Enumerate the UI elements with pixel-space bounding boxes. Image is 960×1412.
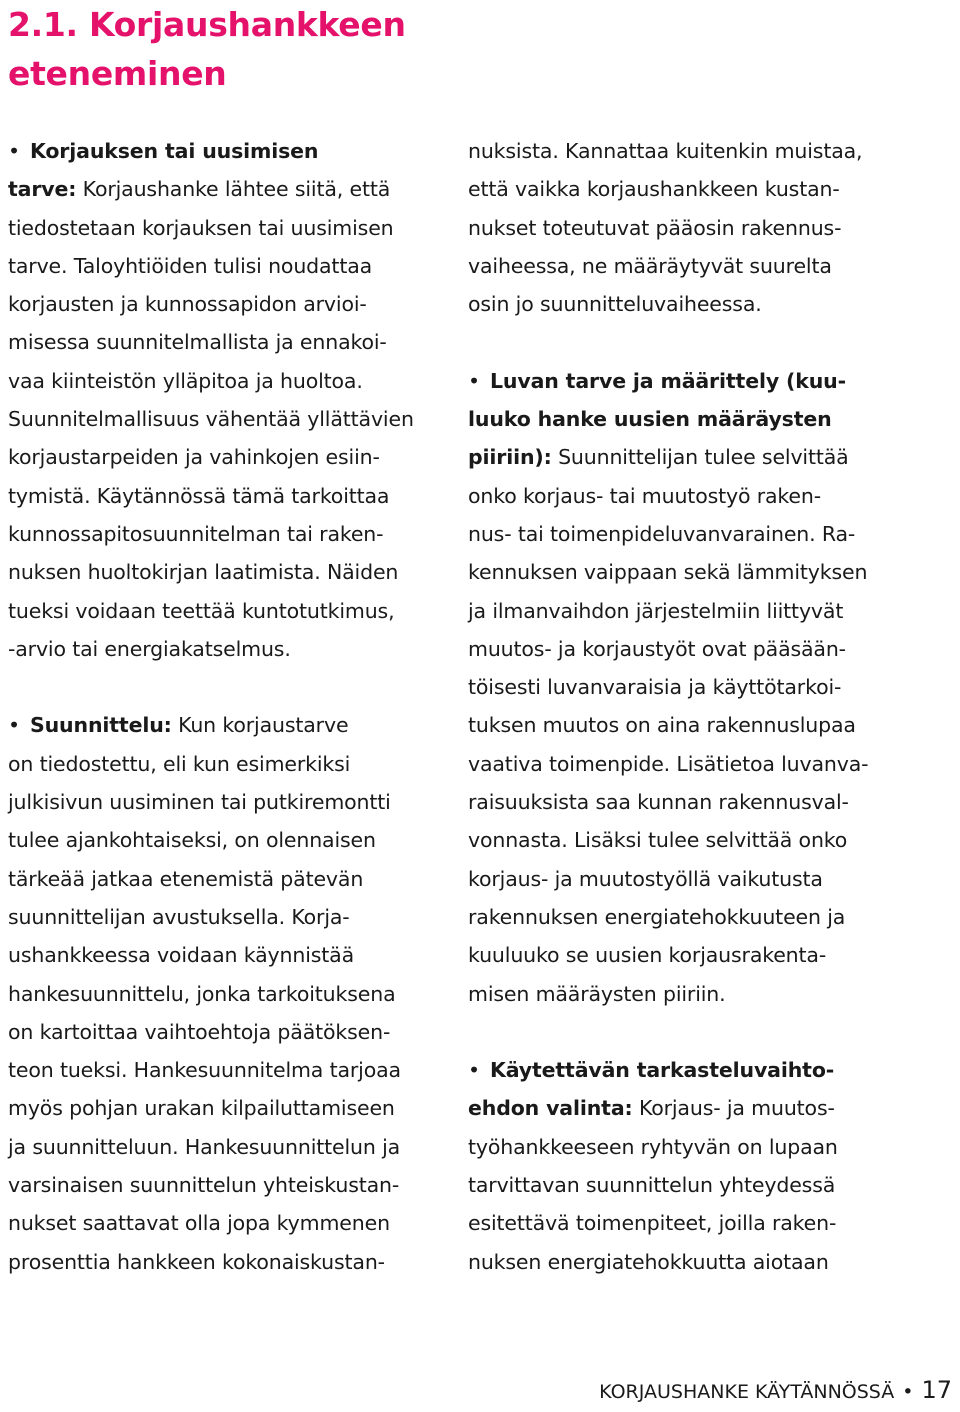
section-heading: Luvan tarve ja määrittely (kuu- — [490, 368, 846, 393]
body-text: vaiheessa, ne määräytyvät suurelta — [468, 253, 832, 278]
section-permit-need — [468, 362, 950, 1013]
body-text: tymistä. Käytännössä tämä tarkoittaa — [8, 483, 390, 508]
bullet-icon: • — [468, 368, 480, 393]
section-heading: tarve: — [8, 177, 77, 202]
body-text: prosenttia hankkeen kokonaiskustan- — [8, 1249, 385, 1274]
section-design — [8, 706, 448, 1280]
body-text: misessa suunnitelmallista ja ennakoi- — [8, 330, 387, 355]
body-text: tueksi voidaan teettää kuntotutkimus, — [8, 598, 395, 623]
section-heading: piiriin): — [468, 445, 552, 470]
body-text: misen määräysten piiriin. — [468, 981, 726, 1006]
body-text: ushankkeessa voidaan käynnistää — [8, 943, 354, 968]
body-text: Suunnittelijan tulee selvittää — [551, 445, 849, 470]
body-text: vonnasta. Lisäksi tulee selvittää onko — [468, 828, 848, 853]
bullet-icon: • — [8, 713, 20, 738]
body-text: ja suunnitteluun. Hankesuunnittelun ja — [8, 1134, 401, 1159]
body-text: -arvio tai energiakatselmus. — [8, 636, 291, 661]
section-evaluation-option — [468, 1051, 950, 1281]
body-text: kennuksen vaippaan sekä lämmityksen — [468, 560, 868, 585]
body-text: tiedostetaan korjauksen tai uusimisen — [8, 215, 394, 240]
body-text: rakennuksen energiatehokkuuteen ja — [468, 904, 846, 929]
body-text: onko korjaus- tai muutostyö raken- — [468, 483, 821, 508]
body-text: nuksen huoltokirjan laatimista. Näiden — [8, 560, 399, 585]
footer-label: KORJAUSHANKE KÄYTÄNNÖSSÄ — [599, 1381, 895, 1403]
body-text: nus- tai toimenpideluvanvarainen. Ra- — [468, 521, 856, 546]
footer-separator: • — [902, 1381, 914, 1403]
body-text: tarvittavan suunnittelun yhteydessä — [468, 1173, 836, 1198]
body-text: suunnittelijan avustuksella. Korja- — [8, 904, 350, 929]
body-text: korjausten ja kunnossapidon arvioi- — [8, 292, 367, 317]
body-text: nukset saattavat olla jopa kymmenen — [8, 1211, 390, 1236]
body-text: Korjaushanke lähtee siitä, että — [76, 177, 391, 202]
body-text: on tiedostettu, eli kun esimerkiksi — [8, 751, 351, 776]
body-text: ja ilmanvaihdon järjestelmiin liittyvät — [468, 598, 844, 623]
body-text: nuksen energiatehokkuutta aiotaan — [468, 1249, 829, 1274]
body-text: on kartoittaa vaihtoehtoja päätöksen- — [8, 1019, 391, 1044]
section-heading: Käytettävän tarkasteluvaihto- — [490, 1058, 835, 1083]
left-column — [8, 132, 448, 1281]
body-text: töisesti luvanvaraisia ja käyttötarkoi- — [468, 675, 842, 700]
body-text: Korjaus- ja muutos- — [632, 1096, 835, 1121]
body-text: Kun korjaustarve — [171, 713, 349, 738]
body-text: varsinaisen suunnittelun yhteiskustan- — [8, 1173, 400, 1198]
body-text: nukset toteutuvat pääosin rakennus- — [468, 215, 842, 240]
body-text: esitettävä toimenpiteet, joilla raken- — [468, 1211, 837, 1236]
body-text: tuksen muutos on aina rakennuslupaa — [468, 713, 856, 738]
body-text: raisuuksista saa kunnan rakennusval- — [468, 790, 849, 815]
body-text: korjaus- ja muutostyöllä vaikutusta — [468, 866, 823, 891]
body-text: osin jo suunnitteluvaiheessa. — [468, 292, 762, 317]
body-text: että vaikka korjaushankkeen kustan- — [468, 177, 840, 202]
body-text: julkisivun uusiminen tai putkiremontti — [8, 790, 391, 815]
section-heading: luuko hanke uusien määräysten — [468, 407, 832, 432]
right-column — [468, 132, 950, 1281]
bullet-icon: • — [8, 139, 20, 163]
body-text: korjaustarpeiden ja vahinkojen esiin- — [8, 445, 380, 470]
body-text: nuksista. Kannattaa kuitenkin muistaa, — [468, 139, 863, 163]
section-repair-need — [8, 132, 448, 668]
body-text: vaativa toimenpide. Lisätietoa luvanva- — [468, 751, 869, 776]
section-heading: Suunnittelu: — [30, 713, 172, 738]
bullet-icon: • — [468, 1058, 480, 1083]
page-title — [8, 0, 406, 98]
body-text: tulee ajankohtaiseksi, on olennaisen — [8, 828, 376, 853]
body-text: kunnossapitosuunnitelman tai raken- — [8, 521, 384, 546]
body-text: teon tueksi. Hankesuunnitelma tarjoaa — [8, 1058, 401, 1083]
body-text: myös pohjan urakan kilpailuttamiseen — [8, 1096, 395, 1121]
section-continuation — [468, 132, 950, 323]
body-text: kuuluuko se uusien korjausrakenta- — [468, 943, 827, 968]
body-text: tarve. Taloyhtiöiden tulisi noudattaa — [8, 253, 373, 278]
title-line-1: 2.1. Korjaushankkeen — [8, 5, 406, 44]
body-text: Suunnitelmallisuus vähentää yllättävien — [8, 407, 414, 432]
body-text: tärkeää jatkaa etenemistä pätevän — [8, 866, 364, 891]
body-text: muutos- ja korjaustyöt ovat pääsään- — [468, 636, 846, 661]
body-text: työhankkeeseen ryhtyvän on lupaan — [468, 1134, 838, 1159]
title-line-2: eteneminen — [8, 54, 227, 93]
body-text: vaa kiinteistön ylläpitoa ja huoltoa. — [8, 368, 363, 393]
body-text: hankesuunnittelu, jonka tarkoituksena — [8, 981, 396, 1006]
page-number: 17 — [921, 1376, 952, 1404]
section-heading: ehdon valinta: — [468, 1096, 633, 1121]
section-heading: Korjauksen tai uusimisen — [30, 139, 319, 163]
